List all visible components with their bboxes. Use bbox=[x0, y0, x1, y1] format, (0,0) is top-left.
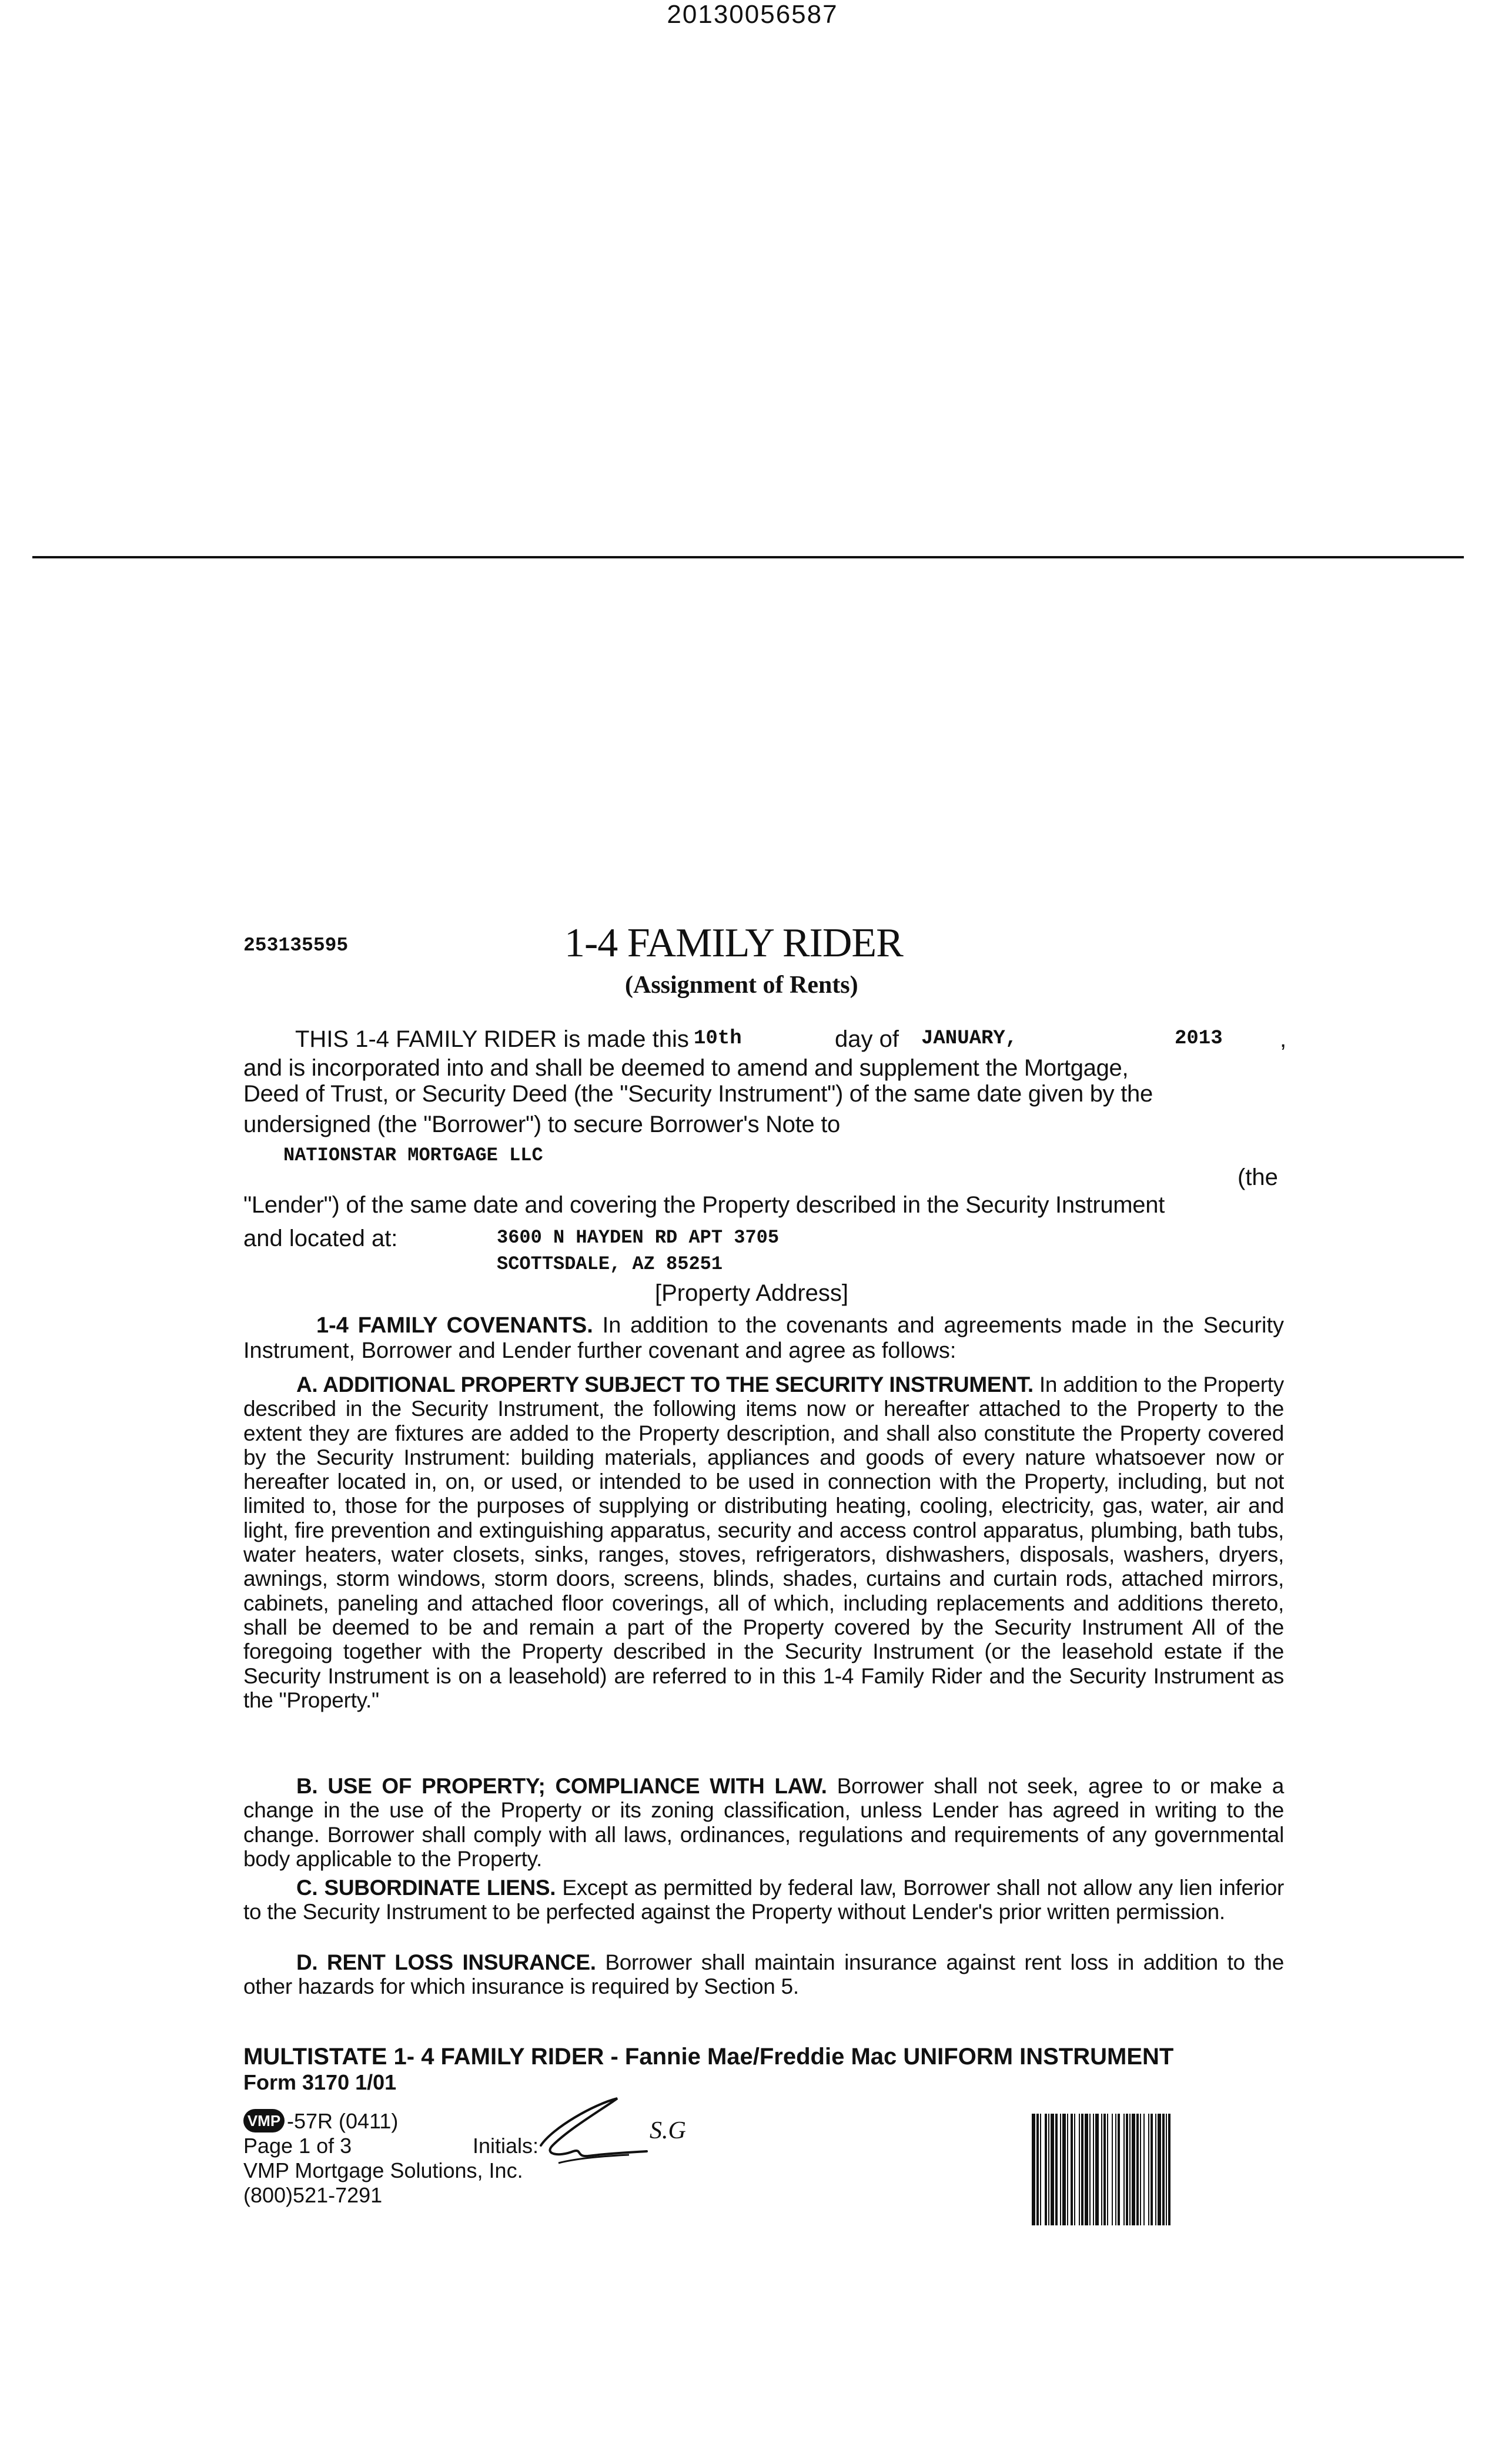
intro-month: JANUARY, bbox=[921, 1027, 1018, 1050]
section-b-heading: B. USE OF PROPERTY; COMPLIANCE WITH LAW. bbox=[296, 1774, 827, 1798]
section-b-text: Borrower shall not seek, agree to or make a change in the use of the Property or its zoning classification, unless Lender has agreed in writing to the change. Borrower shall comply with all laws, ordinances, regulations and requirements of any governmental body applicable to the Property. bbox=[243, 1774, 1285, 1871]
loan-number: 253135595 bbox=[243, 935, 349, 956]
section-a-text: In addition to the Property described in the Security Instrument, the following items now or hereafter attached to the Property to the extent they are fixtures are added to the Property description, and shall also constitute the Property covered by the Security Instrument: building materials, appliances and goods of every nature whatsoever now or hereafter located in, on, or used, or intended to be used in connection with the Property, including, but not limited to, those for the purposes of supplying or distributing heating, cooling, electricity, gas, water, air and light, fire prevention and extinguishing apparatus, security and access control apparatus, plumbing, bath tubs, water heaters, water closets, sinks, ranges, stoves, refrigerators, dishwashers, disposals, washers, dryers, awnings, storm windows, storm doors, screens, blinds, shades, curtains and curtain rods, attached mirrors, cabinets, paneling and attached floor coverings, all of which, including replacements and additions thereto, shall be deemed to be and remain a part of the Property covered by the Security Instrument All of the foregoing together with the Property described in the Security Instrument (or the leasehold estate if the Security Instrument is on a leasehold) are referred to in this 1-4 Family Rider and the Security Instrument as the "Property." bbox=[243, 1372, 1284, 1712]
intro-comma: , bbox=[1280, 1026, 1287, 1052]
intro-line2: and is incorporated into and shall be deemed to amend and supplement the Mortgage, bbox=[243, 1055, 1129, 1081]
section-c-paragraph bbox=[243, 1876, 1284, 1924]
lender-name: NATIONSTAR MORTGAGE LLC bbox=[283, 1144, 543, 1166]
intro-located-at: and located at: bbox=[243, 1226, 398, 1251]
section-d-paragraph bbox=[243, 1950, 1284, 1999]
document-number: 20130056587 bbox=[667, 0, 838, 29]
section-c-heading: C. SUBORDINATE LIENS. bbox=[296, 1876, 556, 1900]
section-a-paragraph bbox=[243, 1372, 1284, 1712]
intro-year: 2013 bbox=[1175, 1027, 1223, 1050]
horizontal-rule bbox=[32, 556, 1464, 558]
intro-day-of: day of bbox=[835, 1026, 899, 1052]
section-a-heading: A. ADDITIONAL PROPERTY SUBJECT TO THE SECURITY INSTRUMENT. bbox=[296, 1372, 1034, 1397]
intro-line5: "Lender") of the same date and covering the Property described in the Security Instrument bbox=[243, 1192, 1165, 1218]
covenants-heading: 1-4 FAMILY COVENANTS. bbox=[316, 1313, 593, 1338]
intro-line4: undersigned (the "Borrower") to secure Borrower's Note to bbox=[243, 1112, 840, 1137]
vmp-logo: VMP bbox=[243, 2109, 285, 2132]
signature-icon bbox=[517, 2093, 694, 2175]
address-line1: 3600 N HAYDEN RD APT 3705 bbox=[497, 1227, 780, 1248]
vmp-form-code: -57R (0411) bbox=[287, 2109, 399, 2133]
section-d-text: Borrower shall maintain insurance against rent loss in addition to the other hazards for which insurance is required by Section 5. bbox=[243, 1950, 1284, 1999]
form-title: MULTISTATE 1- 4 FAMILY RIDER - Fannie Mae/Freddie Mac UNIFORM INSTRUMENT bbox=[243, 2044, 1174, 2070]
rider-subtitle: (Assignment of Rents) bbox=[625, 972, 858, 999]
form-number: Form 3170 1/01 bbox=[243, 2070, 397, 2094]
initials-handwritten: S.G bbox=[650, 2117, 686, 2144]
section-c-text: Except as permitted by federal law, Borrower shall not allow any lien inferior to the Security Instrument to be perfected against the Property without Lender's prior written permission. bbox=[243, 1876, 1284, 1924]
intro-line1-prefix: THIS 1-4 FAMILY RIDER is made this bbox=[295, 1026, 689, 1052]
intro-line3: Deed of Trust, or Security Deed (the "Security Instrument") of the same date given by the bbox=[243, 1081, 1153, 1107]
section-d-heading: D. RENT LOSS INSURANCE. bbox=[296, 1950, 596, 1974]
covenants-text: In addition to the covenants and agreements made in the Security Instrument, Borrower and Lender further covenant and agree as follows: bbox=[243, 1313, 1284, 1363]
rider-title: 1-4 FAMILY RIDER bbox=[564, 920, 903, 966]
vmp-company: VMP Mortgage Solutions, Inc. bbox=[243, 2158, 523, 2182]
section-b-paragraph bbox=[243, 1774, 1284, 1871]
intro-the-paren: (the bbox=[1238, 1164, 1278, 1190]
page-number: Page 1 of 3 bbox=[243, 2134, 352, 2158]
vmp-phone: (800)521-7291 bbox=[243, 2183, 383, 2207]
initials-label: Initials: bbox=[473, 2134, 539, 2158]
address-line2: SCOTTSDALE, AZ 85251 bbox=[497, 1253, 723, 1275]
intro-day: 10th bbox=[694, 1027, 742, 1050]
barcode-icon bbox=[1032, 2114, 1285, 2225]
covenants-paragraph bbox=[243, 1313, 1284, 1364]
property-address-label: [Property Address] bbox=[655, 1280, 849, 1306]
